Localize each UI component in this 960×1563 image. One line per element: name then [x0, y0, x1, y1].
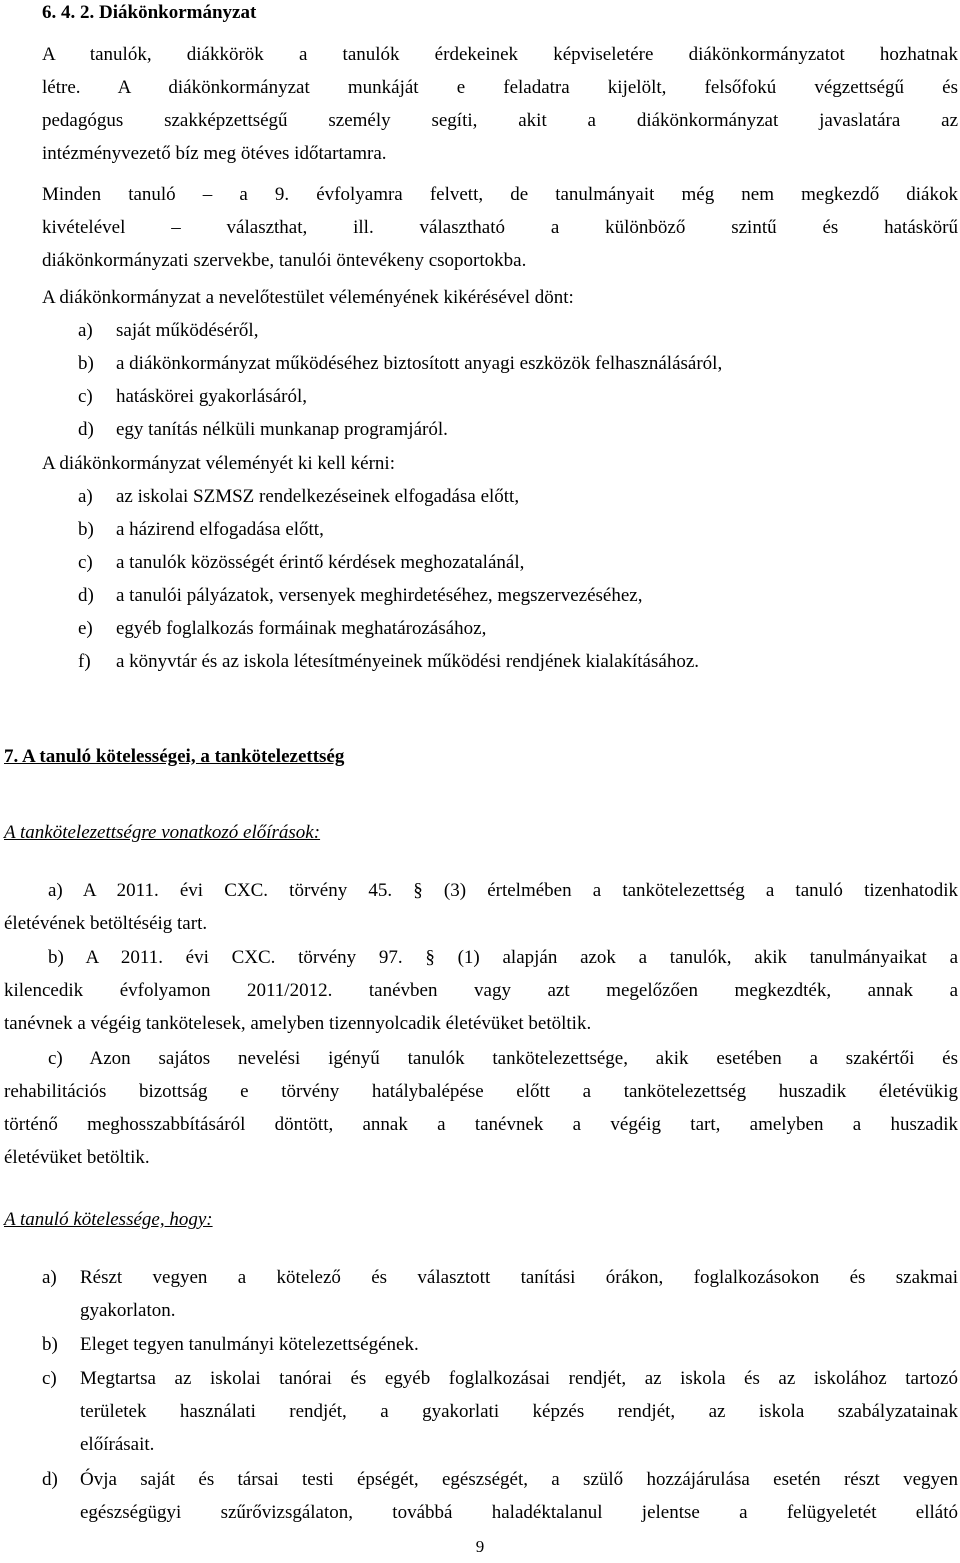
text-line: létre. A diákönkormányzat munkáját e feladatra kijelölt, felsőfokú végzettségű és — [42, 77, 958, 98]
text-line: gyakorlaton. — [80, 1300, 176, 1321]
list-text: a tanulók közösségét érintő kérdések meghozatalánál, — [116, 552, 525, 573]
rule-c — [4, 1042, 958, 1174]
list-text: az iskolai SZMSZ rendelkezéseinek elfogadása előtt, — [116, 486, 520, 507]
list-text: a diákönkormányzat működéséhez biztosított anyagi eszközök felhasználásáról, — [116, 353, 723, 374]
text-line: Részt vegyen a kötelező és választott tanítási órákon, foglalkozásokon és szakmai — [80, 1267, 958, 1288]
rule-b — [4, 941, 958, 1040]
list-text: a könyvtár és az iskola létesítményeinek működési rendjének kialakításához. — [116, 651, 699, 672]
chapter-heading: 7. A tanuló kötelességei, a tankötelezettség — [4, 746, 345, 767]
duty-heading: A tanuló kötelessége, hogy: — [4, 1209, 213, 1230]
list-label: c) — [42, 1368, 57, 1389]
text-line: területek használati rendjét, a gyakorlati képzés rendjét, az iskola szabályzatainak — [80, 1401, 958, 1422]
list-item — [78, 546, 958, 579]
text-line: egészségügyi szűrővizsgálaton, továbbá haladéktalanul jelentse a felügyeletét ellátó — [80, 1502, 958, 1523]
list-label: c) — [78, 552, 93, 573]
decides-intro: A diákönkormányzat a nevelőtestület véleményének kikérésével dönt: — [42, 287, 574, 308]
duty-item-a — [42, 1261, 958, 1327]
rules-heading: A tankötelezettségre vonatkozó előírások: — [4, 822, 321, 843]
list-label: d) — [78, 419, 94, 440]
list-item — [78, 612, 958, 645]
text-line: Minden tanuló – a 9. évfolyamra felvett, de tanulmányait még nem megkezdő diákok — [42, 184, 958, 205]
text-line: intézményvezető bíz meg ötéves időtartamra. — [42, 143, 387, 164]
list-item — [78, 579, 958, 612]
list-text: egyéb foglalkozás formáinak meghatározásához, — [116, 618, 487, 639]
list-item — [78, 413, 958, 446]
text-line: b) A 2011. évi CXC. törvény 97. § (1) alapján azok a tanulók, akik tanulmányaikat a — [48, 947, 958, 968]
list-label: d) — [42, 1469, 58, 1490]
list-item — [78, 513, 958, 546]
list-item — [78, 645, 958, 678]
list-item — [78, 380, 958, 413]
opinion-intro: A diákönkormányzat véleményét ki kell kérni: — [42, 453, 395, 474]
text-line: Megtartsa az iskolai tanórai és egyéb foglalkozásai rendjét, az iskola és az iskolához tartozó — [80, 1368, 958, 1389]
list-text: a tanulói pályázatok, versenyek meghirdetéséhez, megszervezéséhez, — [116, 585, 643, 606]
list-item — [78, 480, 958, 513]
text-line: előírásait. — [80, 1434, 155, 1455]
text-line: diákönkormányzati szervekbe, tanulói öntevékeny csoportokba. — [42, 250, 527, 271]
text-line: kivételével – választhat, ill. választható a különböző szintű és hatáskörű — [42, 217, 958, 238]
text-line: kilencedik évfolyamon 2011/2012. tanévben vagy azt megelőzően megkezdték, annak a — [4, 980, 958, 1001]
list-label: d) — [78, 585, 94, 606]
text-line: a) A 2011. évi CXC. törvény 45. § (3) értelmében a tankötelezettség a tanuló tizenhatodik — [48, 880, 958, 901]
text-line: tanévnek a végéig tankötelesek, amelyben tizennyolcadik életévüket betöltik. — [4, 1013, 592, 1034]
list-text: saját működéséről, — [116, 320, 259, 341]
page-number: 9 — [475, 1537, 485, 1556]
list-text: egy tanítás nélküli munkanap programjáról. — [116, 419, 448, 440]
duty-item-b — [42, 1328, 958, 1361]
list-item — [78, 314, 958, 347]
paragraph-eligibility — [42, 178, 958, 277]
rule-a — [4, 874, 958, 940]
list-label: a) — [78, 320, 93, 341]
list-label: f) — [78, 651, 91, 672]
list-label: b) — [78, 519, 94, 540]
text-line: életévének betöltéséig tart. — [4, 913, 208, 934]
list-label: b) — [42, 1334, 58, 1355]
text-line: Eleget tegyen tanulmányi kötelezettségének. — [80, 1334, 419, 1355]
list-text: hatáskörei gyakorlásáról, — [116, 386, 307, 407]
duty-item-c — [42, 1362, 958, 1461]
list-label: c) — [78, 386, 93, 407]
text-line: A tanulók, diákkörök a tanulók érdekeinek képviseletére diákönkormányzatot hozhatnak — [42, 44, 958, 65]
text-line: Óvja saját és társai testi épségét, egészségét, a szülő hozzájárulása esetén részt vegyen — [80, 1469, 958, 1490]
text-line: rehabilitációs bizottság e törvény hatálybalépése előtt a tankötelezettség huszadik életévükig — [4, 1081, 958, 1102]
list-label: b) — [78, 353, 94, 374]
list-item — [78, 347, 958, 380]
text-line: pedagógus szakképzettségű személy segíti, akit a diákönkormányzat javaslatára az — [42, 110, 958, 131]
section-heading: 6. 4. 2. Diákönkormányzat — [42, 2, 257, 23]
paragraph-student-government — [42, 38, 958, 170]
text-line: c) Azon sajátos nevelési igényű tanulók tankötelezettsége, akik esetében a szakértői és — [48, 1048, 958, 1069]
list-label: a) — [42, 1267, 57, 1288]
text-line: történő meghosszabbításáról döntött, annak a tanévnek a végéig tart, amelyben a huszadik — [4, 1114, 958, 1135]
duty-item-d — [42, 1463, 958, 1529]
list-label: e) — [78, 618, 93, 639]
text-line: életévüket betöltik. — [4, 1147, 150, 1168]
list-text: a házirend elfogadása előtt, — [116, 519, 324, 540]
list-label: a) — [78, 486, 93, 507]
